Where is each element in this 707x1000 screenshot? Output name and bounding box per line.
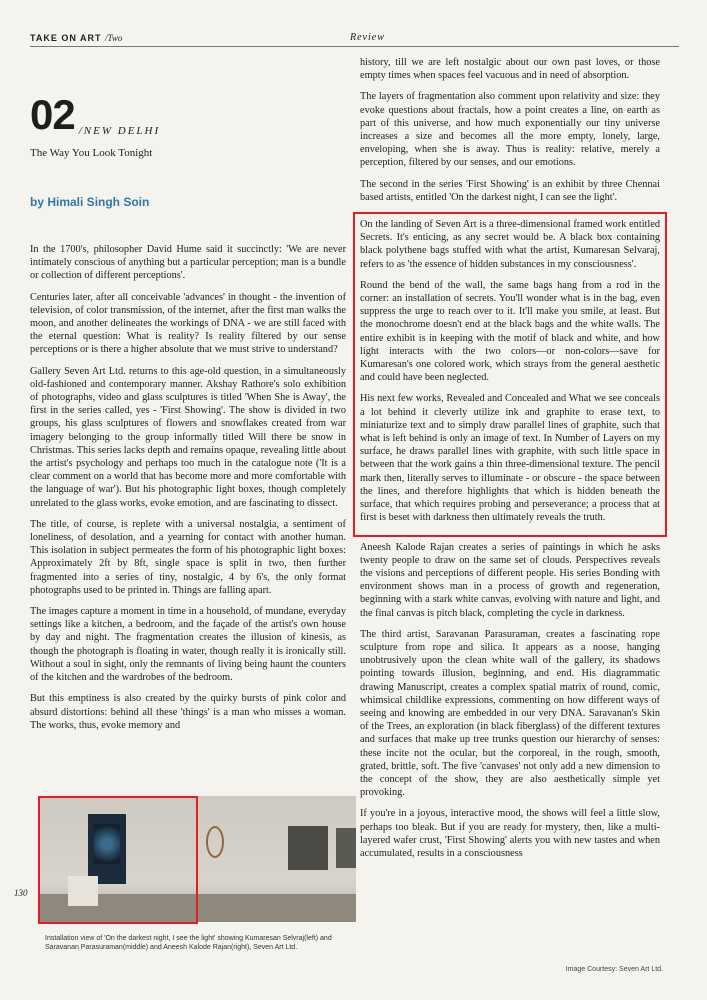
section-title [30,33,122,43]
paragraph: But this emptiness is also created by the quirky bursts of pink color and absurd distortions: behind all these 'things' is a man who misses a woman. The works, thus, evoke memory and [30,693,346,731]
paragraph: Aneesh Kalode Rajan creates a series of paintings in which he asks twenty people to draw on the same set of clouds. Perspectives reveals the visions and perceptions of different people. His series Bonding with environment shows man in a process of growth and regeneration, beginning with a stark white canvas, evolving with nature and light, and the final canvas is pitch black, completing the cycle in darkness. [360,541,660,619]
artwork-right-b [336,828,356,868]
paragraph: The images capture a moment in time in a household, of mundane, everyday settings like a kitchen, a bedroom, and the façade of the artist's own house by day and night. The fragmentation creates the illusion of kinesis, as though the photograph is floating in water, though really it is ironically still. Without a soul in sight, only the remnants of living being haunt the counters of the kitchen and the wardrobes of the bedroom. [30,606,346,684]
article-subtitle: The Way You Look Tonight [30,147,153,159]
paragraph: history, till we are left nostalgic about our own past loves, or those empty times when spaces feel vacuous and in need of absorption. [360,57,660,82]
city-label: /NEW DELHI [78,125,161,137]
page-number: 130 [14,888,28,898]
left-column [30,56,346,740]
right-column [360,56,660,868]
paragraph: The third artist, Saravanan Parasuraman, creates a fascinating rope sculpture from rope and silica. It appears as a noose, hanging unobtrusively upon the clean white wall of the gallery, its shadows pointing towards illusion, beginning, and end. His diagrammatic drawing Manuscript, creates a complex spatial matrix of round, comic, whimsical childlike expressions, commenting on how different ways of seeing and knowing are embedded in our very DNA. Saravanan's Skin of the Trees, an exploration (in black fiberglass) of the different textures and surfaces that make up tree trunks question our hierarchy of senses: these incite not the ocular, but the corporeal, in the rough, smooth, grated, brittle, soft. The five 'canvases' not only add a new dimension to the concept of the show, they are also aesthetically simple yet provoking. [360,628,660,799]
artwork-right-a [288,826,328,870]
paragraph: The title, of course, is replete with a universal nostalgia, a sentiment of loneliness, of desolation, and a yearning for contact with another human. This isolation in subject permeates the form of his photographic light boxes: Approximately 2ft by 8ft, single space is split in two, then further fragmented into a series of tiny, nostalgic, 4 by 6's, the only format photographs used to be printed in. Things are falling apart. [30,518,346,596]
rope-sculpture [206,826,224,858]
section-name: TAKE ON ART [30,33,102,43]
image-credit: Image Courtesy: Seven Art Ltd. [565,966,663,973]
photo-highlight-box [38,796,198,924]
paragraph: The layers of fragmentation also comment upon relativity and size: they evoke questions about fractals, how a point creates a line, on earth as part of this universe, and how much exponentially our tiny universe increases a size and becomes all the more empty, lonely, large, enveloping, when she is away. Thus is reality: relative, merely a perception, filtered by our senses, and our emotions. [360,91,660,169]
paragraph: His next few works, Revealed and Concealed and What we see conceals a lot behind it cleverly utilize ink and graphite to erase text, to miniaturize text and to simply draw parallel lines of graphite, such that what is left behind is only an image of text. In Number of Layers on my surface, he draws parallel lines with graphite, with such little space in between that the work gains a thin three-dimensional texture. The pencil mark then, literally serves to illuminate - or obscure - the space between the lines, and therefore highlights that which is hidden beneath the surface, that which requires probing and perseverance; a process that at first is beset with darkness then ultimately reveals the truth. [360,393,660,524]
paragraph: Centuries later, after all conceivable 'advances' in thought - the invention of television, of color transmission, of the internet, after the first man walks the moon, and another delineates the workings of DNA - we are still faced with the eternal question: What is reality? Is reality filtered by our sense perceptions or is there a higher absolute that we must strive to understand? [30,291,346,356]
highlight-box [353,212,667,536]
article-heading [30,91,346,139]
issue-label: /Two [105,33,123,43]
running-header [30,30,679,47]
paragraph: Gallery Seven Art Ltd. returns to this age-old question, in a simultaneously old-fashioned and contemporary manner. Akshay Rathore's solo exhibition of photographs, video and glass sculptures is titled 'When She is Away', the first in the series called, yes - 'First Showing'. The show is divided in two groups, his glass sculptures of flowers and snowflakes created from war imagery belonging to the group informally titled Will there be snow in Christmas. This series lacks depth and remains opaque, revealing little about the artist's psychology and perhaps too much in the catalogue note ('It is a clear comment on a world that has become more and more comfortable with the language of war'). But his photographic light boxes, though completely unrelated to the glass works, evoke emotion, and are fascinating to dissect. [30,365,346,509]
paragraph: Round the bend of the wall, the same bags hang from a rod in the corner: an installation of secrets. You'll wonder what is in the bag, even suppress the urge to reach over to it. It'll make you smile, at least. But the monochrome doesn't end at the black bags and the white walls. The entire exhibit is in keeping with the motif of black and white, and how light interacts with the two colors—or non-colors—save for Kumaresan's one colored work, which strays from the general aesthetic and could have been neglected. [360,279,660,384]
photo-caption: Installation view of 'On the darkest night, I see the light' showing Kumaresan Selvraj(left) and Saravanan Parasuraman(middle) and Aneesh Kalode Rajan(right), Seven Art Ltd. [45,935,332,951]
column-title: Review [350,32,385,43]
byline: by Himali Singh Soin [30,195,150,209]
paragraph: If you're in a joyous, interactive mood, the shows will feel a little slow, perhaps too bleak. But if you are ready for mystery, then, like a multi-layered wafer crust, 'First Showing' alerts you with new tastes and when accumulated, results in a consciousness [360,808,660,859]
paragraph: On the landing of Seven Art is a three-dimensional framed work entitled Secrets. It's enticing, as any secret would be. A black box containing black polythene bags stuffed with what the artist, Kumaresan Selvaraj, refers to as 'the essence of hidden substances in my consciousness'. [360,219,660,270]
issue-number: 02 [30,91,75,138]
paragraph: In the 1700's, philosopher David Hume said it succinctly: 'We are never intimately conscious of anything but a particular perception; man is a bundle or collection of different perceptions'. [30,244,346,282]
paragraph: The second in the series 'First Showing' is an exhibit by three Chennai based artists, entitled 'On the darkest night, I can see the light'. [360,178,660,203]
